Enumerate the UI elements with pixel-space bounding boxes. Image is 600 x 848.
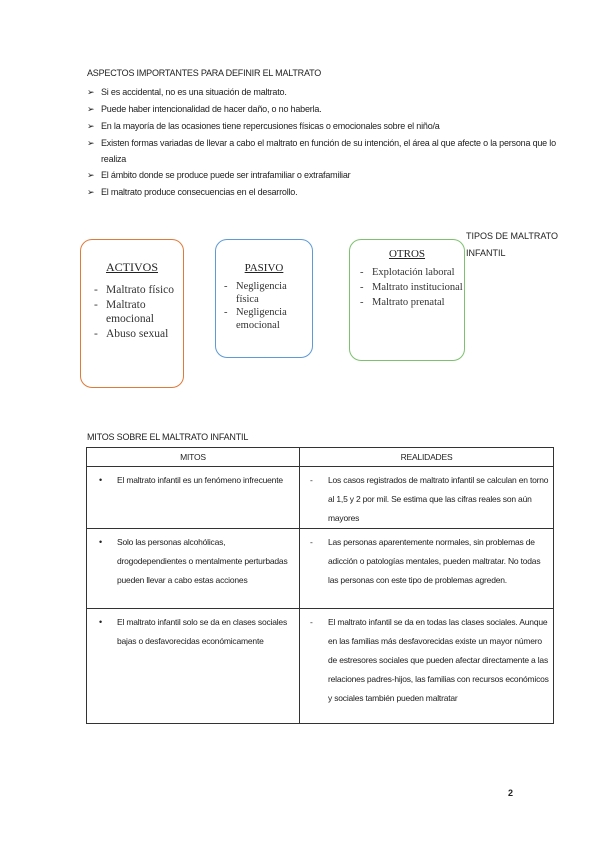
box-otros bbox=[349, 239, 465, 361]
header-mitos: MITOS bbox=[87, 448, 300, 467]
box-pasivo bbox=[215, 239, 313, 358]
box-activos bbox=[80, 239, 184, 388]
list-item: - Maltrato emocional bbox=[106, 298, 183, 326]
key-point: ➢ Si es accidental, no es una situación de maltrato. bbox=[87, 84, 567, 101]
mito-cell bbox=[87, 609, 300, 724]
mito-text: • Solo las personas alcohólicas, drogodependientes o mentalmente perturbadas pueden llevar a cabo estas acciones bbox=[87, 529, 299, 590]
realidad-text: - El maltrato infantil se da en todas las clases sociales. Aunque en las familias más desfavorecidas existe un mayor número de estresores sociales que pueden afectar directamente a las relaciones padres-hijos, las familias con recursos económicos y sociales también pueden maltratar bbox=[300, 609, 553, 708]
mito-text: • El maltrato infantil es un fenómeno infrecuente bbox=[87, 467, 299, 490]
mito-text: • El maltrato infantil solo se da en clases sociales bajas o desfavorecidas económicamente bbox=[87, 609, 299, 651]
list-item: - Negligencia física bbox=[236, 280, 312, 306]
mitos-table bbox=[86, 447, 554, 724]
section-heading: ASPECTOS IMPORTANTES PARA DEFINIR EL MALTRATO bbox=[87, 68, 322, 78]
realidad-cell bbox=[300, 609, 554, 724]
list-item: - Negligencia emocional bbox=[236, 306, 312, 332]
key-point: ➢ El ámbito donde se produce puede ser intrafamiliar o extrafamiliar bbox=[87, 167, 567, 184]
table-row bbox=[87, 609, 554, 724]
box-activos-list bbox=[106, 283, 183, 341]
box-activos-title: ACTIVOS bbox=[105, 260, 158, 274]
table-row bbox=[87, 529, 554, 609]
key-point: ➢ Puede haber intencionalidad de hacer daño, o no haberla. bbox=[87, 101, 567, 118]
mito-cell bbox=[87, 467, 300, 529]
realidad-cell bbox=[300, 529, 554, 609]
list-item: - Maltrato físico bbox=[106, 283, 183, 297]
box-otros-list bbox=[372, 266, 464, 309]
tipos-label: TIPOS DE MALTRATO INFANTIL bbox=[466, 231, 559, 258]
header-realidades: REALIDADES bbox=[300, 448, 554, 467]
realidad-text: - Las personas aparentemente normales, sin problemas de adicción o patologías mentales, pueden maltratar. No todas las personas con este tipo de problemas agreden. bbox=[300, 529, 553, 590]
key-point: ➢ En la mayoría de las ocasiones tiene repercusiones físicas o emocionales sobre el niño/a bbox=[87, 118, 567, 135]
key-points-list bbox=[87, 84, 567, 201]
box-pasivo-list bbox=[236, 280, 312, 332]
page-number: 2 bbox=[508, 788, 514, 798]
key-point: ➢ El maltrato produce consecuencias en el desarrollo. bbox=[87, 184, 567, 201]
mito-cell bbox=[87, 529, 300, 609]
key-point: ➢ Existen formas variadas de llevar a cabo el maltrato en función de su intención, el área al que afecte o la persona que lo realiza bbox=[87, 135, 567, 167]
list-item: - Abuso sexual bbox=[106, 327, 183, 341]
table-header-row bbox=[87, 448, 554, 467]
realidad-text: - Los casos registrados de maltrato infantil se calculan en torno al 1,5 y 2 por mil. Se estima que las cifras reales son aún mayores bbox=[300, 467, 553, 528]
box-otros-title: OTROS bbox=[388, 248, 426, 260]
list-item: - Maltrato institucional bbox=[372, 281, 464, 294]
realidad-cell bbox=[300, 467, 554, 529]
list-item: - Explotación laboral bbox=[372, 266, 464, 279]
mitos-title: MITOS SOBRE EL MALTRATO INFANTIL bbox=[87, 432, 249, 442]
list-item: - Maltrato prenatal bbox=[372, 296, 464, 309]
box-pasivo-title: PASIVO bbox=[244, 262, 284, 274]
table-row bbox=[87, 467, 554, 529]
